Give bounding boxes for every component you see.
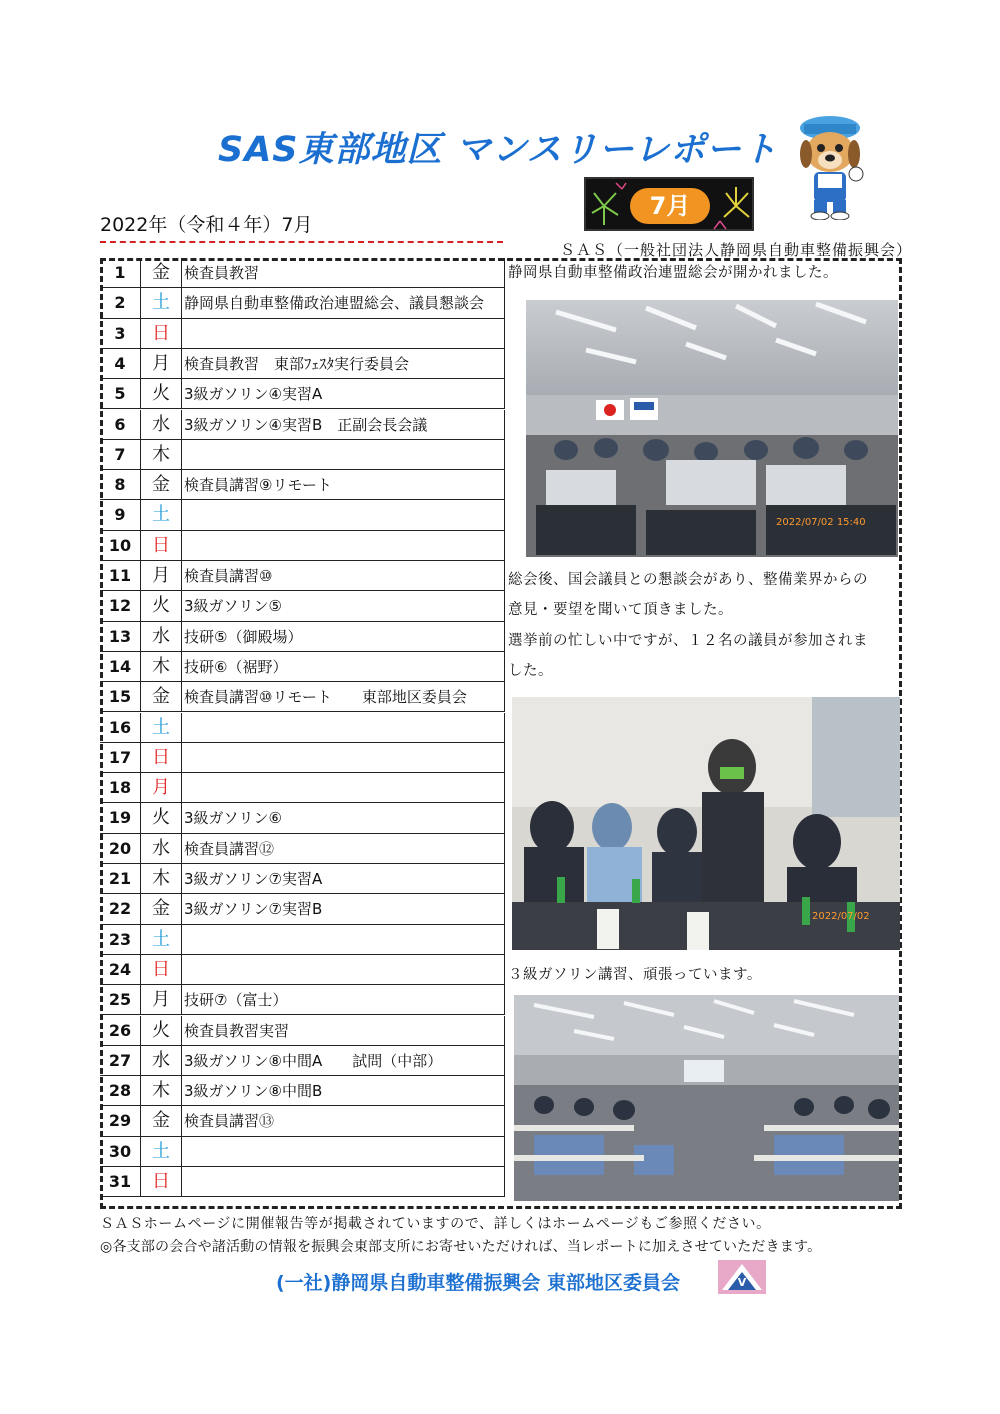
weekday: 木	[140, 440, 182, 469]
day-number: 15	[108, 687, 132, 707]
schedule-row	[100, 925, 505, 955]
weekday: 月	[140, 561, 182, 590]
schedule-row	[100, 500, 505, 530]
weekday: 金	[140, 1106, 182, 1135]
event-text	[184, 925, 505, 954]
page-title: SAS東部地区 マンスリーレポート	[218, 130, 778, 170]
event-text: 検査員講習⑬	[184, 1106, 505, 1135]
day-number: 25	[108, 990, 132, 1010]
note-meeting: 静岡県自動車整備政治連盟総会が開かれました。	[508, 265, 838, 281]
day-number: 4	[114, 353, 126, 373]
weekday: 金	[140, 682, 182, 711]
note-gasoline-course: ３級ガソリン講習、頑張っています。	[508, 967, 762, 983]
weekday: 火	[140, 591, 182, 620]
svg-text:V: V	[737, 1276, 747, 1289]
schedule-row	[100, 1167, 505, 1197]
event-text: 技研⑦（富士）	[184, 985, 505, 1014]
event-text: 3級ガソリン⑦実習A	[184, 864, 505, 893]
day-number: 24	[108, 959, 132, 979]
event-text: 検査員教習実習	[184, 1016, 505, 1045]
schedule-row	[100, 622, 505, 652]
day-number: 7	[114, 444, 126, 464]
schedule-row	[100, 470, 505, 500]
day-number: 2	[114, 293, 126, 313]
association-logo-icon	[718, 1260, 766, 1294]
weekday: 土	[140, 288, 182, 317]
weekday: 水	[140, 1046, 182, 1075]
month-label: 7月	[630, 188, 710, 224]
photo2-timestamp: 2022/07/02	[812, 911, 870, 922]
event-text	[184, 531, 505, 560]
schedule-row	[100, 834, 505, 864]
event-text: 検査員講習⑫	[184, 834, 505, 863]
day-number: 29	[108, 1111, 132, 1131]
day-number: 3	[114, 323, 126, 343]
event-text	[184, 1167, 505, 1196]
footer-homepage-note: ＳＡＳホームページに開催報告等が掲載されていますので、詳しくはホームページもご参照ください。	[100, 1216, 771, 1232]
schedule-row	[100, 379, 505, 409]
weekday: 水	[140, 834, 182, 863]
schedule-row	[100, 894, 505, 924]
schedule-row	[100, 803, 505, 833]
weekday: 金	[140, 894, 182, 923]
weekday: 木	[140, 652, 182, 681]
day-number: 17	[108, 747, 132, 767]
schedule-row	[100, 682, 505, 712]
weekday: 月	[140, 349, 182, 378]
weekday: 日	[140, 743, 182, 772]
day-number: 28	[108, 1081, 132, 1101]
day-number: 19	[108, 808, 132, 828]
day-number: 31	[108, 1172, 132, 1191]
event-text	[184, 743, 505, 772]
event-text: 3級ガソリン④実習B 正副会長会議	[184, 410, 505, 439]
weekday: 金	[140, 258, 182, 287]
note-reception-l2: 意見・要望を聞いて頂きました。	[508, 602, 733, 618]
weekday: 火	[140, 1016, 182, 1045]
event-text	[184, 500, 505, 529]
report-date: 2022年（令和４年）7月	[100, 210, 503, 243]
day-number: 13	[108, 626, 132, 646]
weekday: 金	[140, 470, 182, 499]
weekday: 日	[140, 955, 182, 984]
day-number: 27	[108, 1050, 132, 1070]
weekday: 火	[140, 803, 182, 832]
day-number: 14	[108, 656, 132, 676]
event-text: 静岡県自動車整備政治連盟総会、議員懇談会	[184, 288, 505, 317]
event-text: 3級ガソリン⑤	[184, 591, 505, 620]
weekday: 火	[140, 379, 182, 408]
weekday: 月	[140, 985, 182, 1014]
schedule-row	[100, 1046, 505, 1076]
event-text: 3級ガソリン④実習A	[184, 379, 505, 408]
event-text: 3級ガソリン⑦実習B	[184, 894, 505, 923]
day-number: 10	[108, 535, 132, 555]
event-text: 検査員講習⑨リモート	[184, 470, 505, 499]
schedule-row	[100, 349, 505, 379]
weekday: 月	[140, 773, 182, 802]
weekday: 水	[140, 410, 182, 439]
weekday: 土	[140, 713, 182, 742]
event-text	[184, 773, 505, 802]
weekday: 土	[140, 1137, 182, 1166]
weekday: 木	[140, 864, 182, 893]
schedule-row	[100, 410, 505, 440]
weekday: 土	[140, 500, 182, 529]
event-text: 3級ガソリン⑥	[184, 803, 505, 832]
event-text: 検査員講習⑩リモート 東部地区委員会	[184, 682, 505, 711]
event-text	[184, 713, 505, 742]
event-text	[184, 1137, 505, 1166]
weekday: 木	[140, 1076, 182, 1105]
event-text: 技研⑥（裾野）	[184, 652, 505, 681]
event-text	[184, 955, 505, 984]
day-number: 18	[108, 778, 132, 798]
footer-info-request: ◎各支部の会合や諸活動の情報を振興会東部支所にお寄せいただければ、当レポートに加えさせていただきます。	[100, 1239, 822, 1255]
weekday: 日	[140, 531, 182, 560]
schedule-row	[100, 743, 505, 773]
note-reception-l3: 選挙前の忙しい中ですが、１２名の議員が参加されま	[508, 633, 868, 649]
schedule-row	[100, 985, 505, 1015]
event-text: 検査員教習 東部ﾌｪｽﾀ実行委員会	[184, 349, 505, 378]
footer-organization: (一社)静岡県自動車整備振興会 東部地区委員会	[276, 1272, 680, 1294]
month-badge	[584, 177, 754, 231]
day-number: 20	[108, 838, 132, 858]
schedule-row	[100, 713, 505, 743]
day-number: 26	[108, 1020, 132, 1040]
photo-gasoline-course	[514, 995, 899, 1201]
day-number: 1	[114, 263, 126, 282]
note-reception-l4: した。	[508, 663, 553, 679]
day-number: 21	[108, 869, 132, 888]
day-number: 22	[108, 899, 132, 919]
day-number: 23	[108, 929, 132, 949]
schedule-row	[100, 1106, 505, 1136]
day-number: 11	[108, 566, 132, 585]
photo-general-meeting	[526, 300, 898, 557]
schedule-row	[100, 288, 505, 318]
event-text: 3級ガソリン⑧中間A 試問（中部）	[184, 1046, 505, 1075]
schedule-row	[100, 561, 505, 591]
event-text: 3級ガソリン⑧中間B	[184, 1076, 505, 1105]
schedule-row	[100, 773, 505, 803]
event-text	[184, 440, 505, 469]
event-text: 検査員講習⑩	[184, 561, 505, 590]
day-number: 8	[114, 475, 126, 495]
day-number: 12	[108, 596, 132, 616]
event-text: 検査員教習	[184, 258, 505, 287]
day-number: 30	[108, 1141, 132, 1161]
schedule-row	[100, 864, 505, 894]
day-number: 9	[114, 505, 126, 525]
schedule-row	[100, 652, 505, 682]
mascot-icon	[790, 110, 870, 220]
photo-legislators	[512, 697, 900, 950]
note-reception-l1: 総会後、国会議員との懇談会があり、整備業界からの	[508, 572, 868, 588]
schedule-row	[100, 258, 505, 288]
photo1-timestamp: 2022/07/02 15:40	[776, 517, 866, 528]
weekday: 日	[140, 1167, 182, 1196]
weekday: 水	[140, 622, 182, 651]
event-text	[184, 319, 505, 348]
weekday: 日	[140, 319, 182, 348]
schedule-row	[100, 955, 505, 985]
schedule-row	[100, 1016, 505, 1046]
schedule-row	[100, 1076, 505, 1106]
schedule-row	[100, 319, 505, 349]
schedule-row	[100, 1137, 505, 1167]
day-number: 16	[108, 717, 132, 737]
day-number: 5	[114, 384, 126, 404]
event-text: 技研⑤（御殿場）	[184, 622, 505, 651]
schedule-row	[100, 531, 505, 561]
publisher-name: ＳＡＳ（一般社団法人静岡県自動車整備振興会）	[560, 241, 913, 259]
schedule-row	[100, 440, 505, 470]
day-number: 6	[114, 414, 126, 434]
weekday: 土	[140, 925, 182, 954]
schedule-row	[100, 591, 505, 621]
